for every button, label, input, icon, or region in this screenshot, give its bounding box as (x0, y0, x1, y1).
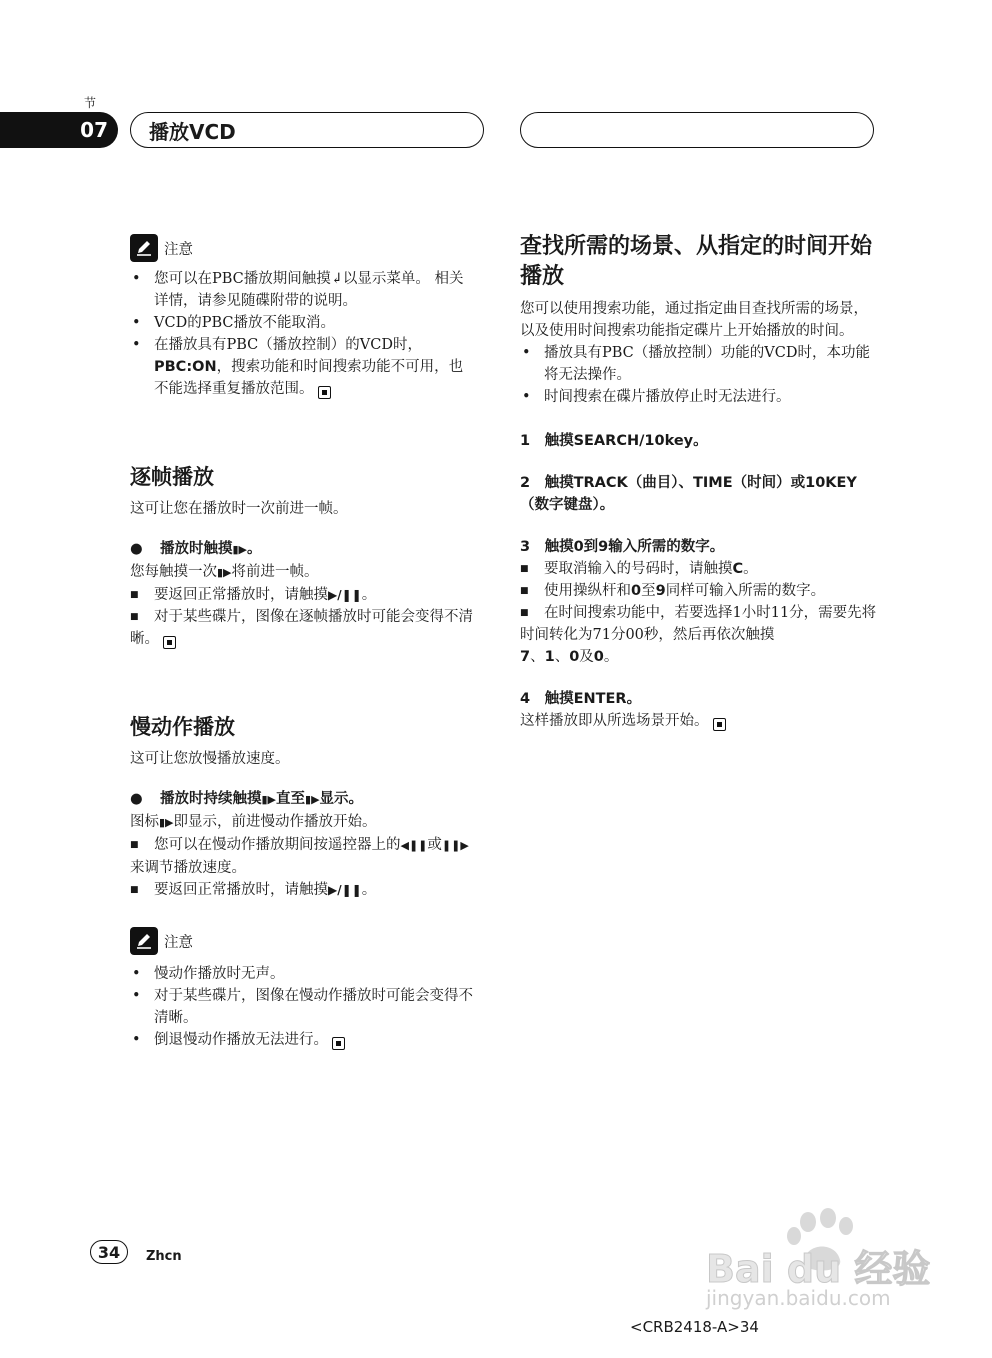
note-item: • 对于某些碟片，图像在慢动作播放时可能会变得不清晰。 (130, 985, 475, 1029)
list-item: ■ 要返回正常播放时，请触摸▶/❚❚。 (130, 879, 475, 901)
frame-step: ● 播放时触摸▮▶。 (130, 538, 475, 561)
slow-step-icon-2: ▮▶ (305, 793, 320, 806)
play-pause-icon: ▶/❚❚ (328, 588, 362, 602)
search-intro: 您可以使用搜索功能，通过指定曲目查找所需的场景，以及使用时间搜索功能指定碟片上开始播放的时间。 (520, 301, 868, 339)
note-header (130, 925, 475, 957)
left-column (130, 232, 475, 1051)
note-list (130, 963, 475, 1051)
key-seq: 7 (520, 649, 531, 665)
end-mark-icon (713, 718, 726, 731)
step-3: 3 触摸0到9输入所需的数字。 (520, 539, 725, 555)
slow-motion-section (130, 712, 475, 901)
frame-intro: 这可让您在播放时一次前进一帧。 (130, 501, 348, 517)
frame-step-icon: ▮▶ (232, 543, 248, 556)
note-item: • VCD的PBC播放不能取消。 (130, 312, 475, 334)
note-item: • 在播放具有PBC（播放控制）的VCD时， PBC:ON，搜索功能和时间搜索功能不可用，也不能选择重复播放范围。 (130, 334, 475, 400)
slow-step: ● 播放时持续触摸▮▶直至▮▶显示。 (130, 788, 475, 811)
slow-intro: 这可让您放慢播放速度。 (130, 751, 290, 767)
step-3-bullets (520, 558, 878, 668)
frame-desc-icon: ▮▶ (217, 566, 232, 579)
section-number-badge: 07 (0, 112, 118, 148)
note-block-1 (130, 232, 475, 400)
play-pause-icon: ▶/❚❚ (328, 883, 362, 897)
end-mark-icon (163, 636, 176, 649)
search-bullets (520, 342, 878, 408)
watermark-brand: Bai du 经验 (706, 1247, 931, 1291)
frame-heading: 逐帧播放 (130, 465, 214, 489)
list-item: ■ 对于某些碟片，图像在逐帧播放时可能会变得不清晰。 (130, 606, 475, 650)
note-item: • 倒退慢动作播放无法进行。 (130, 1029, 475, 1051)
key-seq: 0 (569, 649, 580, 665)
key-0: 0 (631, 583, 642, 599)
slow-step-icon: ▮▶ (261, 793, 277, 806)
key-seq: 1 (544, 649, 555, 665)
chapter-title: 播放VCD (130, 112, 484, 148)
step-4: 4 触摸ENTER。 (520, 691, 642, 707)
step-bullet-icon: ● (130, 541, 143, 557)
note-list (130, 268, 475, 400)
note-title: 注意 (164, 241, 193, 258)
pencil-note-icon (130, 927, 158, 955)
step-2: 2 触摸TRACK（曲目）、TIME（时间）或10KEY（数字键盘）。 (520, 475, 857, 513)
slow-desc: 图标▮▶即显示，前进慢动作播放开始。 (130, 814, 377, 830)
list-item: • 播放具有PBC（播放控制）功能的VCD时，本功能将无法操作。 (520, 342, 878, 386)
key-seq: 0 (593, 649, 604, 665)
list-item: • 时间搜索在碟片播放停止时无法进行。 (520, 386, 878, 408)
section-label: 节 (84, 96, 97, 110)
end-mark-icon (332, 1037, 345, 1050)
watermark (700, 1208, 940, 1316)
slow-heading: 慢动作播放 (130, 715, 235, 739)
right-column (520, 232, 878, 732)
note-item: • 您可以在PBC播放期间触摸↲以显示菜单。 相关详情，请参见随碟附带的说明。 (130, 268, 475, 312)
slow-reverse-icon: ◀❚❚ (400, 839, 428, 852)
list-item: ■ 在时间搜索功能中，若要选择1小时11分，需要先将时间转化为71分00秒，然后再依次触摸 7、1、0及0。 (520, 602, 878, 668)
search-heading: 查找所需的场景、从指定的时间开始播放 (520, 234, 873, 289)
list-item: ■ 要取消输入的号码时，请触摸C。 (520, 558, 878, 580)
page-number-badge: 34 (90, 1240, 128, 1264)
slow-forward-icon: ❚❚▶ (441, 839, 469, 852)
frame-desc: 您每触摸一次▮▶将前进一帧。 (130, 564, 319, 580)
key-9: 9 (655, 583, 666, 599)
key-c: C (732, 561, 744, 577)
end-mark-icon (318, 386, 331, 399)
list-item: ■ 要返回正常播放时，请触摸▶/❚❚。 (130, 584, 475, 606)
list-item: ■ 您可以在慢动作播放期间按遥控器上的◀❚❚或❚❚▶来调节播放速度。 (130, 834, 475, 879)
pencil-note-icon (130, 234, 158, 262)
pbc-on-label: PBC:ON (154, 359, 217, 375)
slow-bullets (130, 834, 475, 901)
slow-desc-icon: ▮▶ (159, 816, 174, 829)
frame-bullets (130, 584, 475, 650)
frame-by-frame-section (130, 462, 475, 650)
step-4-desc: 这样播放即从所选场景开始。 (520, 710, 878, 732)
watermark-url: jingyan.baidu.com (706, 1286, 891, 1310)
note-title: 注意 (164, 934, 193, 951)
note-header (130, 232, 475, 264)
step-bullet-icon: ● (130, 791, 143, 807)
language-code: Zhcn (146, 1249, 182, 1264)
note-block-2 (130, 925, 475, 1051)
right-header-tab (520, 112, 874, 148)
step-1: 1 触摸SEARCH/10key。 (520, 433, 708, 449)
document-code: <CRB2418-A>34 (630, 1318, 759, 1336)
list-item: ■ 使用操纵杆和0至9同样可输入所需的数字。 (520, 580, 878, 602)
note-item: • 慢动作播放时无声。 (130, 963, 475, 985)
